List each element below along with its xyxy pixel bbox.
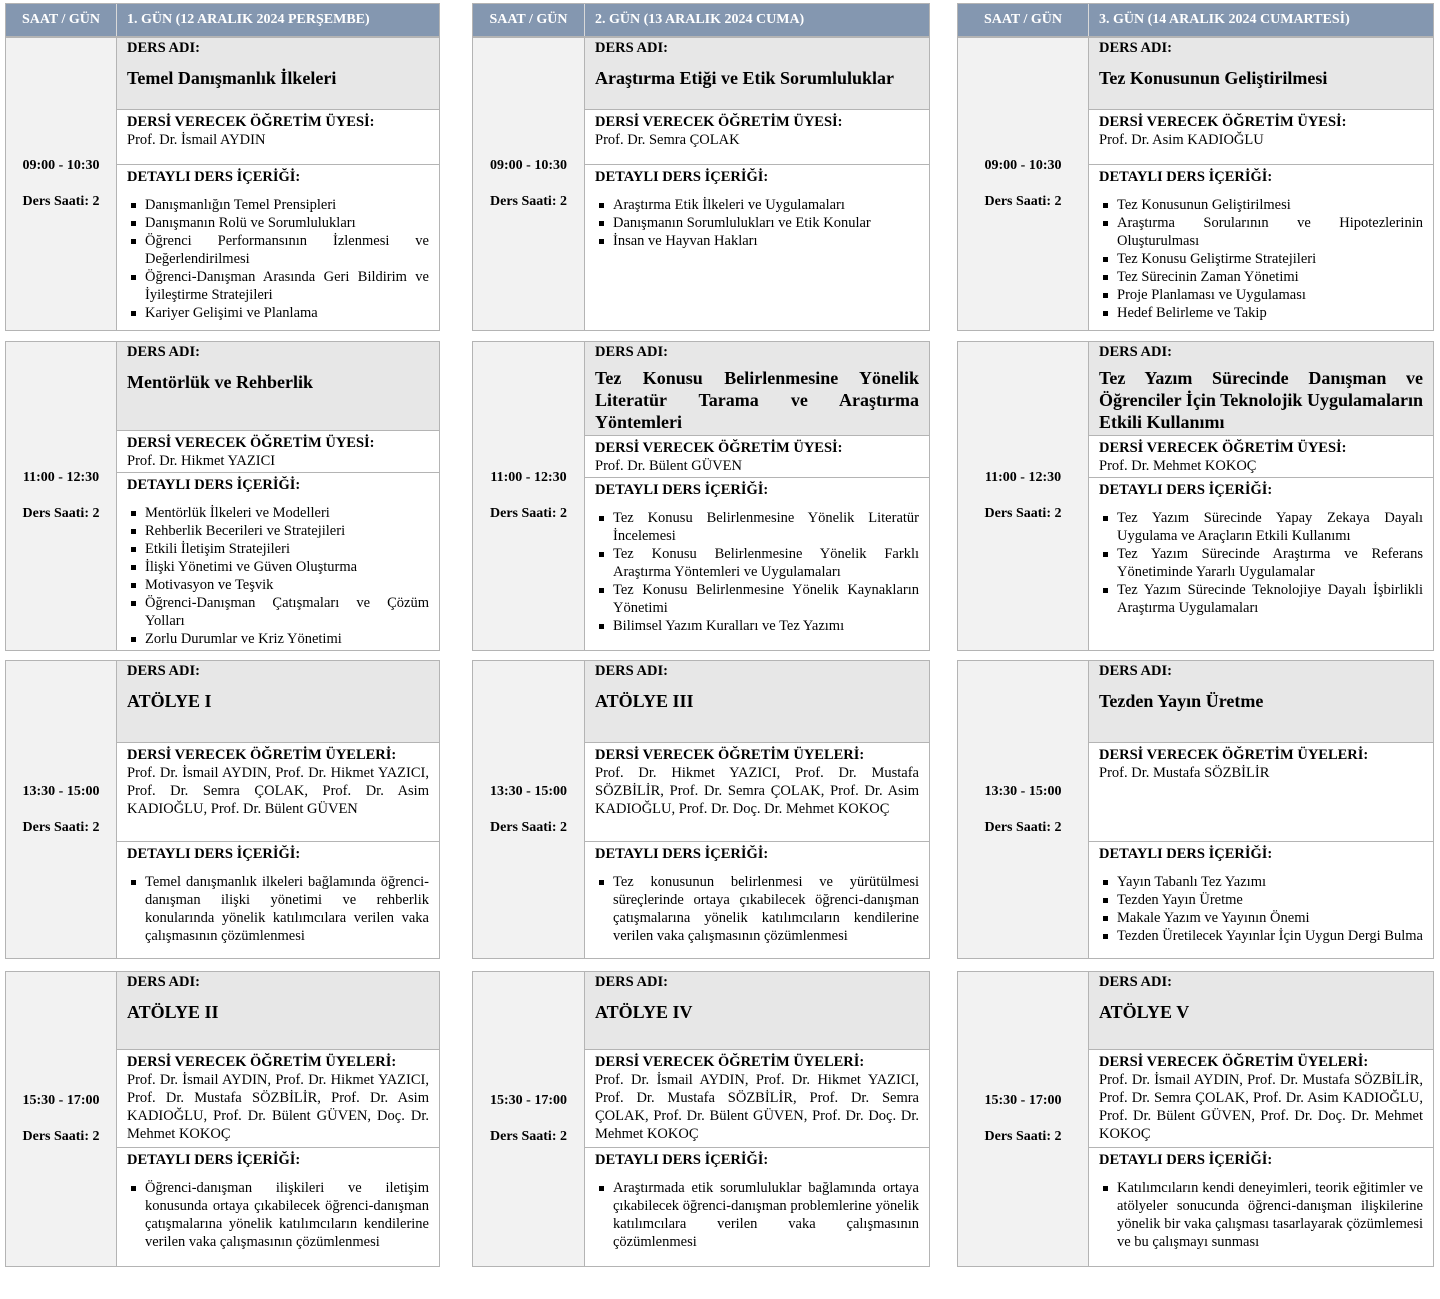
teacher-label: DERSİ VERECEK ÖĞRETİM ÜYELERİ: <box>1099 1054 1369 1070</box>
time-range: 11:00 - 12:30 <box>22 470 100 485</box>
lesson-hours: Ders Saati: 2 <box>490 506 567 521</box>
schedule-slot <box>957 971 1434 1267</box>
detail-cell <box>585 478 929 650</box>
teacher-names: Prof. Dr. Hikmet YAZICI <box>127 453 276 469</box>
lesson-content <box>585 342 929 650</box>
day-2-header <box>472 3 930 37</box>
course-name-cell <box>117 38 439 110</box>
teacher-label: DERSİ VERECEK ÖĞRETİM ÜYESİ: <box>1099 440 1347 456</box>
detail-label: DETAYLI DERS İÇERİĞİ: <box>595 1152 769 1168</box>
teacher-cell <box>1089 743 1433 842</box>
teacher-names: Prof. Dr. Bülent GÜVEN <box>595 458 743 474</box>
day-title: 2. GÜN (13 ARALIK 2024 CUMA) <box>595 12 805 27</box>
course-name-cell <box>117 661 439 743</box>
detail-list <box>127 1179 429 1251</box>
lesson-content <box>117 342 439 650</box>
day-title: 1. GÜN (12 ARALIK 2024 PERŞEMBE) <box>127 12 370 27</box>
detail-item: Proje Planlaması ve Uygulaması <box>1099 286 1423 304</box>
lesson-content <box>585 661 929 958</box>
teacher-cell <box>585 743 929 842</box>
teacher-cell <box>117 743 439 842</box>
detail-cell <box>585 842 929 958</box>
teacher-label: DERSİ VERECEK ÖĞRETİM ÜYELERİ: <box>595 747 865 763</box>
detail-label: DETAYLI DERS İÇERİĞİ: <box>595 846 769 862</box>
time-header: SAAT / GÜN <box>473 4 585 36</box>
course-title: Tez Konusunun Geliştirilmesi <box>1099 68 1328 88</box>
course-label: DERS ADI: <box>127 344 200 360</box>
lesson-hours: Ders Saati: 2 <box>984 194 1062 209</box>
detail-list <box>127 196 429 322</box>
detail-item: Tez Konusunun Geliştirilmesi <box>1099 196 1423 214</box>
teacher-cell <box>117 431 439 473</box>
day-1-column <box>5 3 440 37</box>
lesson-content <box>117 972 439 1266</box>
time-cell <box>958 38 1089 330</box>
course-label: DERS ADI: <box>595 663 668 679</box>
teacher-label: DERSİ VERECEK ÖĞRETİM ÜYELERİ: <box>127 1054 397 1070</box>
lesson-hours: Ders Saati: 2 <box>984 1129 1062 1144</box>
detail-item: Tezden Yayın Üretme <box>1099 891 1423 909</box>
lesson-hours: Ders Saati: 2 <box>22 819 100 835</box>
course-title: Tez Konusu Belirlenmesine Yönelik Literatür Tarama ve Araştırma Yöntemleri <box>595 368 919 432</box>
detail-item: Tez Konusu Belirlenmesine Yönelik Kaynakların Yönetimi <box>595 581 919 617</box>
course-label: DERS ADI: <box>595 40 668 56</box>
time-cell <box>958 661 1089 958</box>
lesson-content <box>117 661 439 958</box>
course-label: DERS ADI: <box>1099 663 1172 679</box>
detail-list <box>595 196 919 250</box>
detail-item: Tez Sürecinin Zaman Yönetimi <box>1099 268 1423 286</box>
detail-cell <box>1089 478 1433 650</box>
course-name-cell <box>117 972 439 1050</box>
detail-item: Zorlu Durumlar ve Kriz Yönetimi <box>127 630 429 648</box>
detail-list <box>1099 873 1423 945</box>
detail-item: Araştırma Sorularının ve Hipotezlerinin Oluşturulması <box>1099 214 1423 250</box>
detail-label: DETAYLI DERS İÇERİĞİ: <box>127 1152 301 1168</box>
schedule-slot <box>472 971 930 1267</box>
teacher-names: Prof. Dr. İsmail AYDIN, Prof. Dr. Hikmet YAZICI, Prof. Dr. Mustafa SÖZBİLİR, Prof. Dr. Asim KADIOĞLU, Prof. Dr. Bülent GÜVEN, Doç. Dr. Mehmet KOKOÇ <box>127 1072 429 1142</box>
time-range: 13:30 - 15:00 <box>984 783 1062 799</box>
detail-item: Rehberlik Becerileri ve Stratejileri <box>127 522 429 540</box>
course-name-cell <box>585 661 929 743</box>
detail-item: Araştırmada etik sorumluluklar bağlamında ortaya çıkabilecek öğrenci-danışman problemlerine yönelik katılımcılara verilen vaka çalışmasının çözümlenmesi <box>595 1179 919 1251</box>
detail-list <box>127 504 429 648</box>
teacher-names: Prof. Dr. Semra ÇOLAK <box>595 132 740 148</box>
schedule-slot <box>957 341 1434 651</box>
teacher-names: Prof. Dr. Hikmet YAZICI, Prof. Dr. Mustafa SÖZBİLİR, Prof. Dr. Semra ÇOLAK, Prof. Dr. Asim KADIOĞLU, Prof. Dr. Doç. Dr. Mehmet KOKOÇ <box>595 765 919 817</box>
detail-item: Yayın Tabanlı Tez Yazımı <box>1099 873 1423 891</box>
course-name-cell <box>1089 972 1433 1050</box>
time-range: 13:30 - 15:00 <box>22 783 100 799</box>
detail-item: Motivasyon ve Teşvik <box>127 576 429 594</box>
teacher-cell <box>585 110 929 165</box>
detail-list <box>595 873 919 945</box>
detail-label: DETAYLI DERS İÇERİĞİ: <box>595 169 769 185</box>
detail-item: Danışmanın Sorumlulukları ve Etik Konular <box>595 214 919 232</box>
time-cell <box>473 38 585 330</box>
teacher-label: DERSİ VERECEK ÖĞRETİM ÜYESİ: <box>127 435 375 451</box>
detail-item: Öğrenci-danışman ilişkileri ve iletişim konusunda ortaya çıkabilecek öğrenci-danışman çatışmalarına yönelik katılımcıların kendilerine verilen vaka çalışmasının çözümlenmesi <box>127 1179 429 1251</box>
teacher-names: Prof. Dr. İsmail AYDIN <box>127 132 266 148</box>
lesson-hours: Ders Saati: 2 <box>984 819 1062 835</box>
time-header: SAAT / GÜN <box>6 4 117 36</box>
detail-item: Öğrenci Performansının İzlenmesi ve Değerlendirilmesi <box>127 232 429 268</box>
detail-cell <box>117 1148 439 1266</box>
schedule-slot <box>957 660 1434 959</box>
detail-cell <box>585 1148 929 1266</box>
teacher-names: Prof. Dr. Mustafa SÖZBİLİR <box>1099 765 1270 781</box>
teacher-names: Prof. Dr. İsmail AYDIN, Prof. Dr. Mustafa SÖZBİLİR, Prof. Dr. Semra ÇOLAK, Prof. Dr. Asim KADIOĞLU, Prof. Dr. Bülent GÜVEN, Prof. Dr. Doç. Dr. Mehmet KOKOÇ <box>1099 1072 1423 1142</box>
lesson-content <box>1089 661 1433 958</box>
detail-item: Bilimsel Yazım Kuralları ve Tez Yazımı <box>595 617 919 635</box>
course-name-cell <box>585 972 929 1050</box>
teacher-label: DERSİ VERECEK ÖĞRETİM ÜYESİ: <box>1099 114 1347 130</box>
course-title: ATÖLYE III <box>595 691 694 711</box>
lesson-hours: Ders Saati: 2 <box>984 506 1062 521</box>
course-name-cell <box>1089 661 1433 743</box>
lesson-content <box>585 38 929 330</box>
day-2-column <box>472 3 930 37</box>
teacher-label: DERSİ VERECEK ÖĞRETİM ÜYESİ: <box>595 440 843 456</box>
time-cell <box>473 342 585 650</box>
detail-item: Tez Konusu Belirlenmesine Yönelik Farklı Araştırma Yöntemleri ve Uygulamaları <box>595 545 919 581</box>
time-cell <box>6 342 117 650</box>
lesson-hours: Ders Saati: 2 <box>22 506 100 521</box>
time-range: 09:00 - 10:30 <box>984 158 1062 173</box>
detail-item: Tez konusunun belirlenmesi ve yürütülmesi süreçlerinde ortaya çıkabilecek öğrenci-danışman çatışmalarına yönelik katılımcıların kendilerine verilen vaka çalışmasının çözümlenmesi <box>595 873 919 945</box>
teacher-cell <box>1089 436 1433 478</box>
teacher-cell <box>585 1050 929 1148</box>
detail-cell <box>117 842 439 958</box>
detail-list <box>595 1179 919 1251</box>
course-name-cell <box>585 342 929 436</box>
course-name-cell <box>117 342 439 431</box>
detail-item: Katılımcıların kendi deneyimleri, teorik eğitimler ve atölyeler sonucunda öğrenci-danışman ilişkilerine yönelik bir vaka çalışması tasarlayarak çözümlemesi ve bu çalışmayı sunması <box>1099 1179 1423 1251</box>
detail-label: DETAYLI DERS İÇERİĞİ: <box>127 169 301 185</box>
course-title: Mentörlük ve Rehberlik <box>127 372 313 392</box>
time-cell <box>473 661 585 958</box>
teacher-names: Prof. Dr. İsmail AYDIN, Prof. Dr. Hikmet YAZICI, Prof. Dr. Mustafa SÖZBİLİR, Prof. Dr. Semra ÇOLAK, Prof. Dr. Bülent GÜVEN, Prof. Dr. Doç. Dr. Mehmet KOKOÇ <box>595 1072 919 1142</box>
detail-cell <box>1089 165 1433 330</box>
detail-item: Makale Yazım ve Yayının Önemi <box>1099 909 1423 927</box>
course-label: DERS ADI: <box>1099 40 1172 56</box>
detail-label: DETAYLI DERS İÇERİĞİ: <box>595 482 769 498</box>
detail-item: Tez Konusu Geliştirme Stratejileri <box>1099 250 1423 268</box>
schedule-slot <box>5 341 440 651</box>
detail-label: DETAYLI DERS İÇERİĞİ: <box>1099 482 1273 498</box>
detail-item: Öğrenci-Danışman Arasında Geri Bildirim ve İyileştirme Stratejileri <box>127 268 429 304</box>
time-range: 09:00 - 10:30 <box>22 158 100 173</box>
schedule-slot <box>957 37 1434 331</box>
course-name-cell <box>1089 342 1433 436</box>
course-name-cell <box>1089 38 1433 110</box>
lesson-hours: Ders Saati: 2 <box>22 1129 100 1144</box>
time-range: 15:30 - 17:00 <box>22 1093 100 1108</box>
detail-list <box>1099 509 1423 617</box>
course-title: ATÖLYE I <box>127 691 212 711</box>
detail-label: DETAYLI DERS İÇERİĞİ: <box>1099 169 1273 185</box>
time-range: 15:30 - 17:00 <box>984 1093 1062 1108</box>
day-title: 3. GÜN (14 ARALIK 2024 CUMARTESİ) <box>1099 12 1350 27</box>
detail-label: DETAYLI DERS İÇERİĞİ: <box>127 846 301 862</box>
detail-item: Hedef Belirleme ve Takip <box>1099 304 1423 322</box>
course-title: ATÖLYE II <box>127 1002 219 1022</box>
teacher-label: DERSİ VERECEK ÖĞRETİM ÜYESİ: <box>127 114 375 130</box>
course-label: DERS ADI: <box>595 344 668 360</box>
day-3-header <box>957 3 1434 37</box>
course-label: DERS ADI: <box>127 40 200 56</box>
detail-item: Temel danışmanlık ilkeleri bağlamında öğrenci-danışman ilişki yönetimi ve rehberlik konularında yönelik katılımcılara verilen vaka çalışmasının çözümlenmesi <box>127 873 429 945</box>
course-title: Temel Danışmanlık İlkeleri <box>127 68 337 88</box>
course-label: DERS ADI: <box>1099 974 1172 990</box>
schedule-slot <box>5 660 440 959</box>
teacher-label: DERSİ VERECEK ÖĞRETİM ÜYELERİ: <box>595 1054 865 1070</box>
detail-list <box>595 509 919 635</box>
teacher-names: Prof. Dr. Asim KADIOĞLU <box>1099 132 1264 148</box>
course-title: Tezden Yayın Üretme <box>1099 691 1264 711</box>
detail-cell <box>117 473 439 650</box>
course-label: DERS ADI: <box>1099 344 1172 360</box>
teacher-names: Prof. Dr. İsmail AYDIN, Prof. Dr. Hikmet YAZICI, Prof. Dr. Semra ÇOLAK, Prof. Dr. Asim KADIOĞLU, Prof. Dr. Bülent GÜVEN <box>127 765 429 817</box>
detail-item: Öğrenci-Danışman Çatışmaları ve Çözüm Yolları <box>127 594 429 630</box>
lesson-content <box>1089 972 1433 1266</box>
detail-cell <box>585 165 929 330</box>
schedule-slot <box>472 37 930 331</box>
teacher-cell <box>117 1050 439 1148</box>
time-range: 09:00 - 10:30 <box>490 158 567 173</box>
day-3-column <box>957 3 1434 37</box>
detail-cell <box>1089 1148 1433 1266</box>
lesson-hours: Ders Saati: 2 <box>490 819 567 835</box>
course-label: DERS ADI: <box>595 974 668 990</box>
detail-item: Kariyer Gelişimi ve Planlama <box>127 304 429 322</box>
detail-item: Tezden Üretilecek Yayınlar İçin Uygun Dergi Bulma <box>1099 927 1423 945</box>
schedule-slot <box>5 37 440 331</box>
day-1-header <box>5 3 440 37</box>
course-label: DERS ADI: <box>127 663 200 679</box>
teacher-cell <box>117 110 439 165</box>
teacher-label: DERSİ VERECEK ÖĞRETİM ÜYELERİ: <box>1099 747 1369 763</box>
detail-item: Tez Yazım Sürecinde Araştırma ve Referans Yönetiminde Yararlı Uygulamalar <box>1099 545 1423 581</box>
teacher-cell <box>1089 110 1433 165</box>
lesson-content <box>1089 342 1433 650</box>
schedule-slot <box>5 971 440 1267</box>
time-range: 11:00 - 12:30 <box>490 470 567 485</box>
detail-item: Tez Yazım Sürecinde Teknolojiye Dayalı İşbirlikli Araştırma Uygulamaları <box>1099 581 1423 617</box>
teacher-label: DERSİ VERECEK ÖĞRETİM ÜYELERİ: <box>127 747 397 763</box>
time-cell <box>958 972 1089 1266</box>
time-cell <box>6 661 117 958</box>
detail-label: DETAYLI DERS İÇERİĞİ: <box>127 477 301 493</box>
time-cell <box>6 972 117 1266</box>
detail-item: İlişki Yönetimi ve Güven Oluşturma <box>127 558 429 576</box>
detail-list <box>1099 1179 1423 1251</box>
detail-item: Tez Konusu Belirlenmesine Yönelik Literatür İncelemesi <box>595 509 919 545</box>
time-range: 13:30 - 15:00 <box>490 783 567 799</box>
lesson-hours: Ders Saati: 2 <box>22 194 100 209</box>
teacher-cell <box>585 436 929 478</box>
time-header: SAAT / GÜN <box>958 4 1089 36</box>
detail-cell <box>1089 842 1433 958</box>
teacher-names: Prof. Dr. Mehmet KOKOÇ <box>1099 458 1257 474</box>
lesson-content <box>1089 38 1433 330</box>
lesson-content <box>117 38 439 330</box>
course-label: DERS ADI: <box>127 974 200 990</box>
course-title: Tez Yazım Sürecinde Danışman ve Öğrenciler İçin Teknolojik Uygulamaların Etkili Kullanımı <box>1099 368 1423 432</box>
detail-list <box>127 873 429 945</box>
time-range: 15:30 - 17:00 <box>490 1093 567 1108</box>
lesson-hours: Ders Saati: 2 <box>490 1129 567 1144</box>
schedule-slot <box>472 341 930 651</box>
teacher-cell <box>1089 1050 1433 1148</box>
detail-item: Tez Yazım Sürecinde Yapay Zekaya Dayalı Uygulama ve Araçların Etkili Kullanımı <box>1099 509 1423 545</box>
detail-item: Etkili İletişim Stratejileri <box>127 540 429 558</box>
lesson-hours: Ders Saati: 2 <box>490 194 567 209</box>
time-cell <box>473 972 585 1266</box>
detail-item: Araştırma Etik İlkeleri ve Uygulamaları <box>595 196 919 214</box>
detail-label: DETAYLI DERS İÇERİĞİ: <box>1099 846 1273 862</box>
course-title: Araştırma Etiği ve Etik Sorumluluklar <box>595 68 895 88</box>
course-name-cell <box>585 38 929 110</box>
detail-item: Danışmanın Rolü ve Sorumlulukları <box>127 214 429 232</box>
detail-label: DETAYLI DERS İÇERİĞİ: <box>1099 1152 1273 1168</box>
course-title: ATÖLYE IV <box>595 1002 693 1022</box>
time-cell <box>958 342 1089 650</box>
detail-cell <box>117 165 439 330</box>
time-range: 11:00 - 12:30 <box>984 470 1062 485</box>
lesson-content <box>585 972 929 1266</box>
detail-item: Danışmanlığın Temel Prensipleri <box>127 196 429 214</box>
schedule-slot <box>472 660 930 959</box>
course-title: ATÖLYE V <box>1099 1002 1190 1022</box>
teacher-label: DERSİ VERECEK ÖĞRETİM ÜYESİ: <box>595 114 843 130</box>
detail-item: İnsan ve Hayvan Hakları <box>595 232 919 250</box>
time-cell <box>6 38 117 330</box>
detail-item: Mentörlük İlkeleri ve Modelleri <box>127 504 429 522</box>
detail-list <box>1099 196 1423 322</box>
